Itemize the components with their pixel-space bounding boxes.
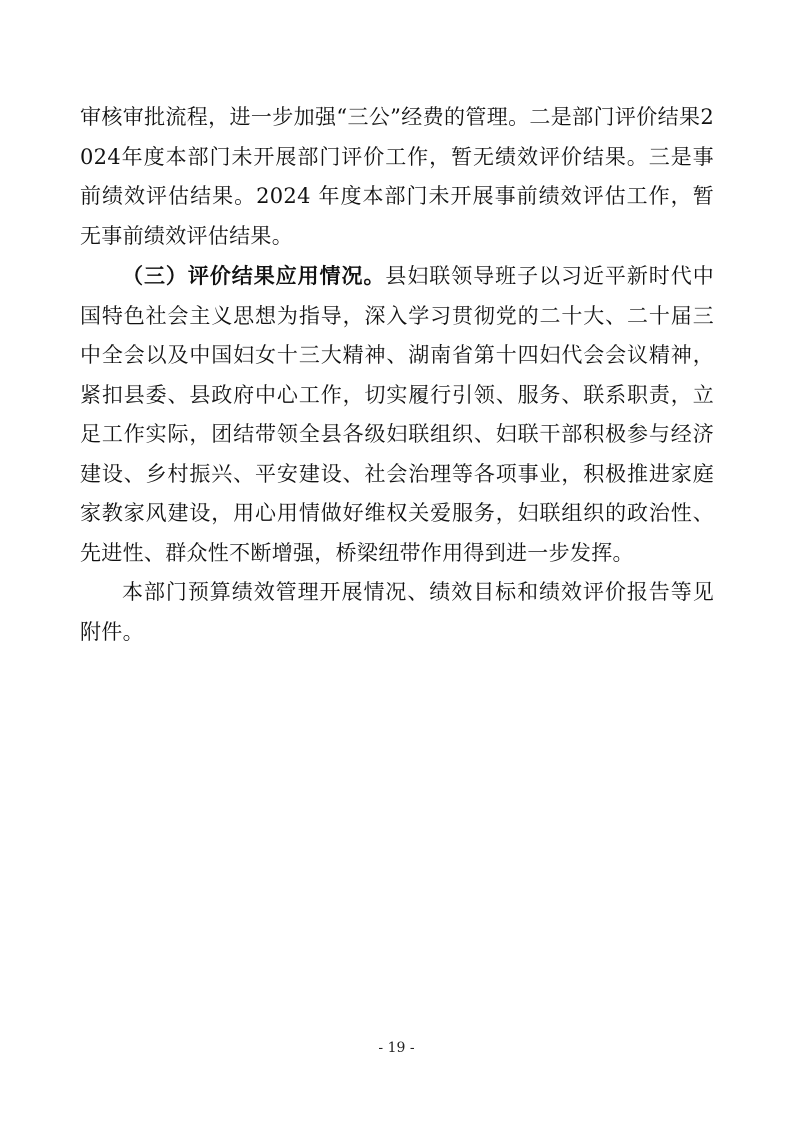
- paragraph-evaluation-application: [80, 256, 714, 573]
- paragraph-continuation: 审核审批流程，进一步加强“三公”经费的管理。二是部门评价结果2024年度本部门未开展部门评价工作，暂无绩效评价结果。三是事前绩效评估结果。2024 年度本部门未开展事前绩效评估工作，暂无事前绩效评估结果。: [80, 105, 714, 248]
- section-heading: （三）评价结果应用情况。: [122, 263, 386, 288]
- document-body: [80, 98, 714, 652]
- paragraph-text: 县妇联领导班子以习近平新时代中国特色社会主义思想为指导，深入学习贯彻党的二十大、二十届三中全会以及中国妇女十三大精神、湖南省第十四妇代会会议精神，紧扣县委、县政府中心工作，切实履行引领、服务、联系职责，立足工作实际，团结带领全县各级妇联组织、妇联干部积极参与经济建设、乡村振兴、平安建设、社会治理等各项事业，积极推进家庭家教家风建设，用心用情做好维权关爱服务，妇联组织的政治性、先进性、群众性不断增强，桥梁纽带作用得到进一步发挥。: [80, 264, 714, 565]
- paragraph-attachment-note: 本部门预算绩效管理开展情况、绩效目标和绩效评价报告等见附件。: [80, 580, 714, 644]
- page-number: - 19 -: [378, 1040, 415, 1056]
